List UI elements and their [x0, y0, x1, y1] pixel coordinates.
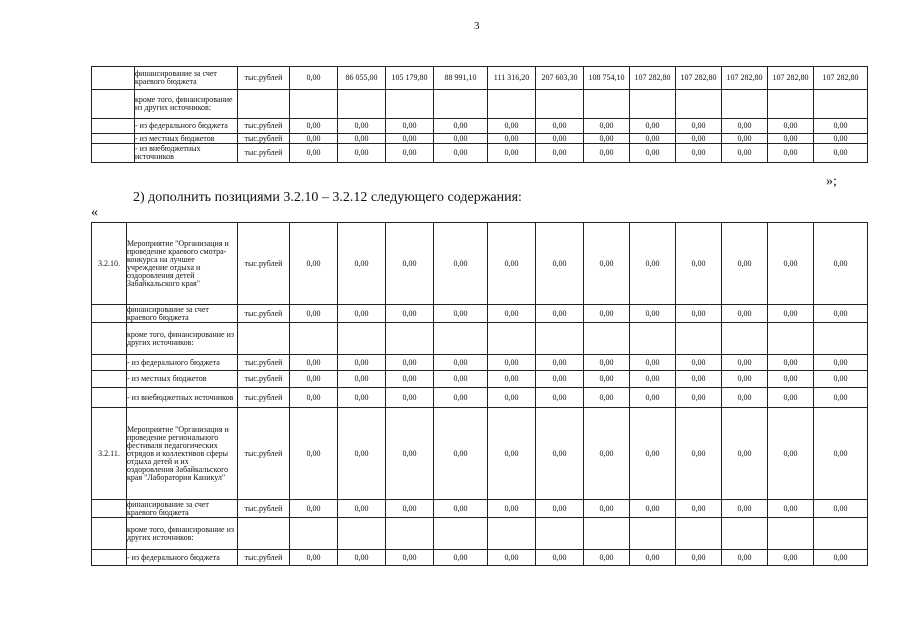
value-cell: 0,00 — [630, 223, 676, 305]
row-name-cell: - из федерального бюджета — [127, 355, 238, 371]
value-cell: 0,00 — [536, 550, 584, 566]
value-cell: 0,00 — [722, 134, 768, 144]
value-cell: 0,00 — [386, 305, 434, 323]
value-cell: 107 282,80 — [768, 67, 814, 90]
value-cell: 0,00 — [676, 408, 722, 500]
value-cell: 0,00 — [768, 134, 814, 144]
value-cell: 0,00 — [768, 355, 814, 371]
row-name-cell: кроме того, финансирование из других источников: — [135, 90, 238, 119]
value-cell: 0,00 — [584, 371, 630, 388]
value-cell: 0,00 — [676, 223, 722, 305]
value-cell — [768, 323, 814, 355]
value-cell: 0,00 — [814, 388, 868, 408]
value-cell: 0,00 — [338, 305, 386, 323]
value-cell: 0,00 — [488, 223, 536, 305]
table-row — [92, 408, 868, 500]
value-cell: 0,00 — [630, 355, 676, 371]
row-number-cell — [92, 134, 135, 144]
unit-cell: тыс.рублей — [238, 305, 290, 323]
value-cell: 0,00 — [338, 144, 386, 163]
value-cell: 0,00 — [536, 223, 584, 305]
value-cell: 0,00 — [290, 305, 338, 323]
table-row — [92, 323, 868, 355]
value-cell — [630, 518, 676, 550]
value-cell: 0,00 — [290, 134, 338, 144]
row-name-cell: - из федерального бюджета — [135, 119, 238, 134]
value-cell: 0,00 — [722, 371, 768, 388]
value-cell: 0,00 — [584, 305, 630, 323]
value-cell: 0,00 — [584, 355, 630, 371]
value-cell — [676, 518, 722, 550]
row-name-cell: - из местных бюджетов — [127, 371, 238, 388]
value-cell: 0,00 — [536, 119, 584, 134]
value-cell: 0,00 — [630, 408, 676, 500]
value-cell: 0,00 — [676, 144, 722, 163]
value-cell: 0,00 — [386, 500, 434, 518]
value-cell: 0,00 — [434, 388, 488, 408]
value-cell: 0,00 — [814, 355, 868, 371]
table-row — [92, 550, 868, 566]
value-cell: 0,00 — [488, 371, 536, 388]
value-cell: 0,00 — [630, 371, 676, 388]
value-cell: 0,00 — [386, 371, 434, 388]
value-cell: 0,00 — [814, 305, 868, 323]
unit-cell — [238, 518, 290, 550]
value-cell: 0,00 — [386, 134, 434, 144]
value-cell: 0,00 — [630, 388, 676, 408]
value-cell: 0,00 — [768, 550, 814, 566]
value-cell: 0,00 — [536, 408, 584, 500]
value-cell: 0,00 — [290, 500, 338, 518]
value-cell — [630, 90, 676, 119]
value-cell — [676, 90, 722, 119]
value-cell: 0,00 — [722, 388, 768, 408]
value-cell: 0,00 — [434, 500, 488, 518]
value-cell — [290, 90, 338, 119]
value-cell: 0,00 — [338, 223, 386, 305]
value-cell — [434, 323, 488, 355]
value-cell: 0,00 — [814, 371, 868, 388]
value-cell: 0,00 — [676, 550, 722, 566]
value-cell — [814, 518, 868, 550]
table-body — [92, 223, 868, 566]
value-cell: 0,00 — [434, 134, 488, 144]
value-cell: 0,00 — [722, 305, 768, 323]
value-cell: 0,00 — [338, 500, 386, 518]
value-cell: 0,00 — [584, 388, 630, 408]
value-cell: 0,00 — [814, 119, 868, 134]
value-cell: 0,00 — [386, 388, 434, 408]
value-cell: 0,00 — [290, 355, 338, 371]
value-cell: 0,00 — [536, 500, 584, 518]
value-cell — [584, 323, 630, 355]
value-cell: 0,00 — [584, 408, 630, 500]
row-number-cell — [92, 550, 127, 566]
table-row — [92, 500, 868, 518]
value-cell: 0,00 — [338, 119, 386, 134]
value-cell: 0,00 — [338, 134, 386, 144]
closing-quote: »; — [826, 174, 837, 189]
value-cell: 0,00 — [630, 305, 676, 323]
table-row — [92, 144, 868, 163]
row-number-cell — [92, 305, 127, 323]
row-name-cell: финансирование за счет краевого бюджета — [127, 305, 238, 323]
value-cell: 0,00 — [676, 388, 722, 408]
value-cell: 0,00 — [676, 500, 722, 518]
value-cell: 86 055,00 — [338, 67, 386, 90]
value-cell: 0,00 — [676, 355, 722, 371]
value-cell: 0,00 — [630, 134, 676, 144]
row-number-cell — [92, 323, 127, 355]
value-cell: 0,00 — [290, 223, 338, 305]
value-cell: 0,00 — [814, 223, 868, 305]
row-number-cell — [92, 144, 135, 163]
table-row — [92, 119, 868, 134]
value-cell: 0,00 — [488, 550, 536, 566]
value-cell: 0,00 — [814, 144, 868, 163]
value-cell: 0,00 — [488, 119, 536, 134]
value-cell: 108 754,10 — [584, 67, 630, 90]
value-cell: 0,00 — [676, 371, 722, 388]
value-cell — [338, 323, 386, 355]
value-cell: 0,00 — [536, 144, 584, 163]
value-cell — [536, 323, 584, 355]
value-cell: 0,00 — [386, 223, 434, 305]
table-row — [92, 355, 868, 371]
table-row — [92, 518, 868, 550]
value-cell: 0,00 — [768, 371, 814, 388]
row-number-cell — [92, 67, 135, 90]
value-cell: 0,00 — [338, 550, 386, 566]
value-cell: 0,00 — [290, 67, 338, 90]
value-cell — [630, 323, 676, 355]
value-cell — [488, 90, 536, 119]
value-cell — [338, 90, 386, 119]
value-cell: 0,00 — [488, 305, 536, 323]
unit-cell: тыс.рублей — [238, 408, 290, 500]
value-cell — [722, 518, 768, 550]
table-row — [92, 388, 868, 408]
value-cell: 0,00 — [338, 355, 386, 371]
value-cell — [814, 90, 868, 119]
row-number-cell: 3.2.10. — [92, 223, 127, 305]
value-cell — [536, 90, 584, 119]
value-cell: 0,00 — [434, 305, 488, 323]
value-cell — [290, 323, 338, 355]
value-cell — [676, 323, 722, 355]
value-cell: 0,00 — [722, 355, 768, 371]
value-cell: 0,00 — [630, 500, 676, 518]
amendment-instruction: 2) дополнить позициями 3.2.10 – 3.2.12 следующего содержания: — [133, 190, 522, 205]
value-cell — [814, 323, 868, 355]
value-cell: 107 282,80 — [722, 67, 768, 90]
value-cell — [584, 518, 630, 550]
value-cell: 0,00 — [768, 119, 814, 134]
row-number-cell — [92, 518, 127, 550]
row-name-cell: - из внебюджетных источников — [135, 144, 238, 163]
value-cell — [488, 323, 536, 355]
opening-quote: « — [91, 205, 98, 220]
value-cell: 0,00 — [722, 223, 768, 305]
value-cell: 107 282,80 — [814, 67, 868, 90]
value-cell: 0,00 — [488, 408, 536, 500]
value-cell: 0,00 — [584, 550, 630, 566]
row-name-cell: Мероприятие "Организация и проведение регионального фестиваля педагогических отрядов и коллективов сферы отдыха детей и их оздоровления Забайкальского края "Лаборатория Каникул" — [127, 408, 238, 500]
unit-cell: тыс.рублей — [238, 119, 290, 134]
row-name-cell: - из внебюджетных источников — [127, 388, 238, 408]
value-cell: 0,00 — [584, 144, 630, 163]
value-cell: 88 991,10 — [434, 67, 488, 90]
value-cell: 0,00 — [434, 144, 488, 163]
value-cell: 0,00 — [768, 223, 814, 305]
value-cell: 0,00 — [676, 119, 722, 134]
unit-cell — [238, 90, 290, 119]
unit-cell: тыс.рублей — [238, 355, 290, 371]
unit-cell: тыс.рублей — [238, 371, 290, 388]
value-cell: 0,00 — [386, 119, 434, 134]
table-row — [92, 223, 868, 305]
row-number-cell — [92, 388, 127, 408]
value-cell: 0,00 — [536, 305, 584, 323]
value-cell: 0,00 — [814, 134, 868, 144]
row-number-cell — [92, 355, 127, 371]
value-cell — [584, 90, 630, 119]
row-name-cell: кроме того, финансирование из других источников: — [127, 518, 238, 550]
value-cell: 0,00 — [768, 500, 814, 518]
value-cell — [290, 518, 338, 550]
value-cell: 0,00 — [434, 223, 488, 305]
unit-cell: тыс.рублей — [238, 134, 290, 144]
unit-cell — [238, 323, 290, 355]
value-cell — [386, 518, 434, 550]
table-row — [92, 371, 868, 388]
value-cell: 0,00 — [434, 408, 488, 500]
page-number: 3 — [474, 20, 480, 32]
table-row — [92, 305, 868, 323]
value-cell: 0,00 — [722, 119, 768, 134]
row-number-cell — [92, 90, 135, 119]
value-cell: 0,00 — [290, 388, 338, 408]
value-cell: 0,00 — [386, 408, 434, 500]
value-cell: 0,00 — [488, 144, 536, 163]
value-cell: 0,00 — [814, 550, 868, 566]
value-cell: 0,00 — [386, 144, 434, 163]
value-cell: 0,00 — [290, 144, 338, 163]
row-name-cell: Мероприятие "Организация и проведение краевого смотра-конкурса на лучшее учреждение отдыха и оздоровления детей Забайкальского края" — [127, 223, 238, 305]
unit-cell: тыс.рублей — [238, 223, 290, 305]
value-cell: 0,00 — [536, 134, 584, 144]
row-number-cell — [92, 119, 135, 134]
value-cell: 107 282,80 — [630, 67, 676, 90]
value-cell: 0,00 — [584, 500, 630, 518]
table-body — [92, 67, 868, 163]
value-cell: 111 316,20 — [488, 67, 536, 90]
value-cell: 105 179,80 — [386, 67, 434, 90]
unit-cell: тыс.рублей — [238, 67, 290, 90]
value-cell: 0,00 — [488, 355, 536, 371]
value-cell: 0,00 — [338, 371, 386, 388]
value-cell: 0,00 — [290, 408, 338, 500]
row-number-cell — [92, 500, 127, 518]
value-cell — [488, 518, 536, 550]
value-cell: 0,00 — [722, 500, 768, 518]
row-name-cell: - из местных бюджетов — [135, 134, 238, 144]
value-cell: 107 282,80 — [676, 67, 722, 90]
value-cell: 0,00 — [768, 305, 814, 323]
value-cell: 207 603,30 — [536, 67, 584, 90]
unit-cell: тыс.рублей — [238, 500, 290, 518]
value-cell: 0,00 — [722, 408, 768, 500]
value-cell: 0,00 — [768, 408, 814, 500]
value-cell: 0,00 — [338, 388, 386, 408]
value-cell: 0,00 — [536, 371, 584, 388]
value-cell: 0,00 — [290, 550, 338, 566]
value-cell — [434, 518, 488, 550]
value-cell: 0,00 — [722, 550, 768, 566]
value-cell: 0,00 — [584, 119, 630, 134]
row-name-cell: финансирование за счет краевого бюджета — [127, 500, 238, 518]
value-cell — [768, 90, 814, 119]
value-cell: 0,00 — [536, 388, 584, 408]
value-cell: 0,00 — [386, 550, 434, 566]
value-cell: 0,00 — [630, 119, 676, 134]
value-cell: 0,00 — [290, 371, 338, 388]
value-cell: 0,00 — [768, 144, 814, 163]
value-cell: 0,00 — [536, 355, 584, 371]
value-cell: 0,00 — [722, 144, 768, 163]
value-cell: 0,00 — [630, 550, 676, 566]
value-cell: 0,00 — [814, 408, 868, 500]
value-cell — [536, 518, 584, 550]
value-cell: 0,00 — [676, 305, 722, 323]
value-cell — [722, 90, 768, 119]
value-cell — [768, 518, 814, 550]
value-cell: 0,00 — [434, 371, 488, 388]
value-cell: 0,00 — [584, 223, 630, 305]
value-cell: 0,00 — [434, 355, 488, 371]
table-row — [92, 67, 868, 90]
value-cell: 0,00 — [434, 550, 488, 566]
table-row — [92, 134, 868, 144]
row-name-cell: кроме того, финансирование из других источников: — [127, 323, 238, 355]
value-cell — [386, 90, 434, 119]
unit-cell: тыс.рублей — [238, 388, 290, 408]
value-cell: 0,00 — [630, 144, 676, 163]
budget-table-continued — [91, 66, 868, 163]
value-cell: 0,00 — [488, 500, 536, 518]
value-cell — [386, 323, 434, 355]
row-name-cell: - из федерального бюджета — [127, 550, 238, 566]
value-cell: 0,00 — [386, 355, 434, 371]
row-number-cell: 3.2.11. — [92, 408, 127, 500]
value-cell: 0,00 — [338, 408, 386, 500]
unit-cell: тыс.рублей — [238, 550, 290, 566]
value-cell — [338, 518, 386, 550]
value-cell — [722, 323, 768, 355]
value-cell: 0,00 — [290, 119, 338, 134]
budget-table-new-positions — [91, 222, 868, 566]
value-cell: 0,00 — [488, 388, 536, 408]
value-cell: 0,00 — [676, 134, 722, 144]
value-cell: 0,00 — [814, 500, 868, 518]
value-cell: 0,00 — [768, 388, 814, 408]
value-cell — [434, 90, 488, 119]
row-name-cell: финансирование за счет краевого бюджета — [135, 67, 238, 90]
value-cell: 0,00 — [488, 134, 536, 144]
table-row — [92, 90, 868, 119]
unit-cell: тыс.рублей — [238, 144, 290, 163]
row-number-cell — [92, 371, 127, 388]
value-cell: 0,00 — [584, 134, 630, 144]
value-cell: 0,00 — [434, 119, 488, 134]
